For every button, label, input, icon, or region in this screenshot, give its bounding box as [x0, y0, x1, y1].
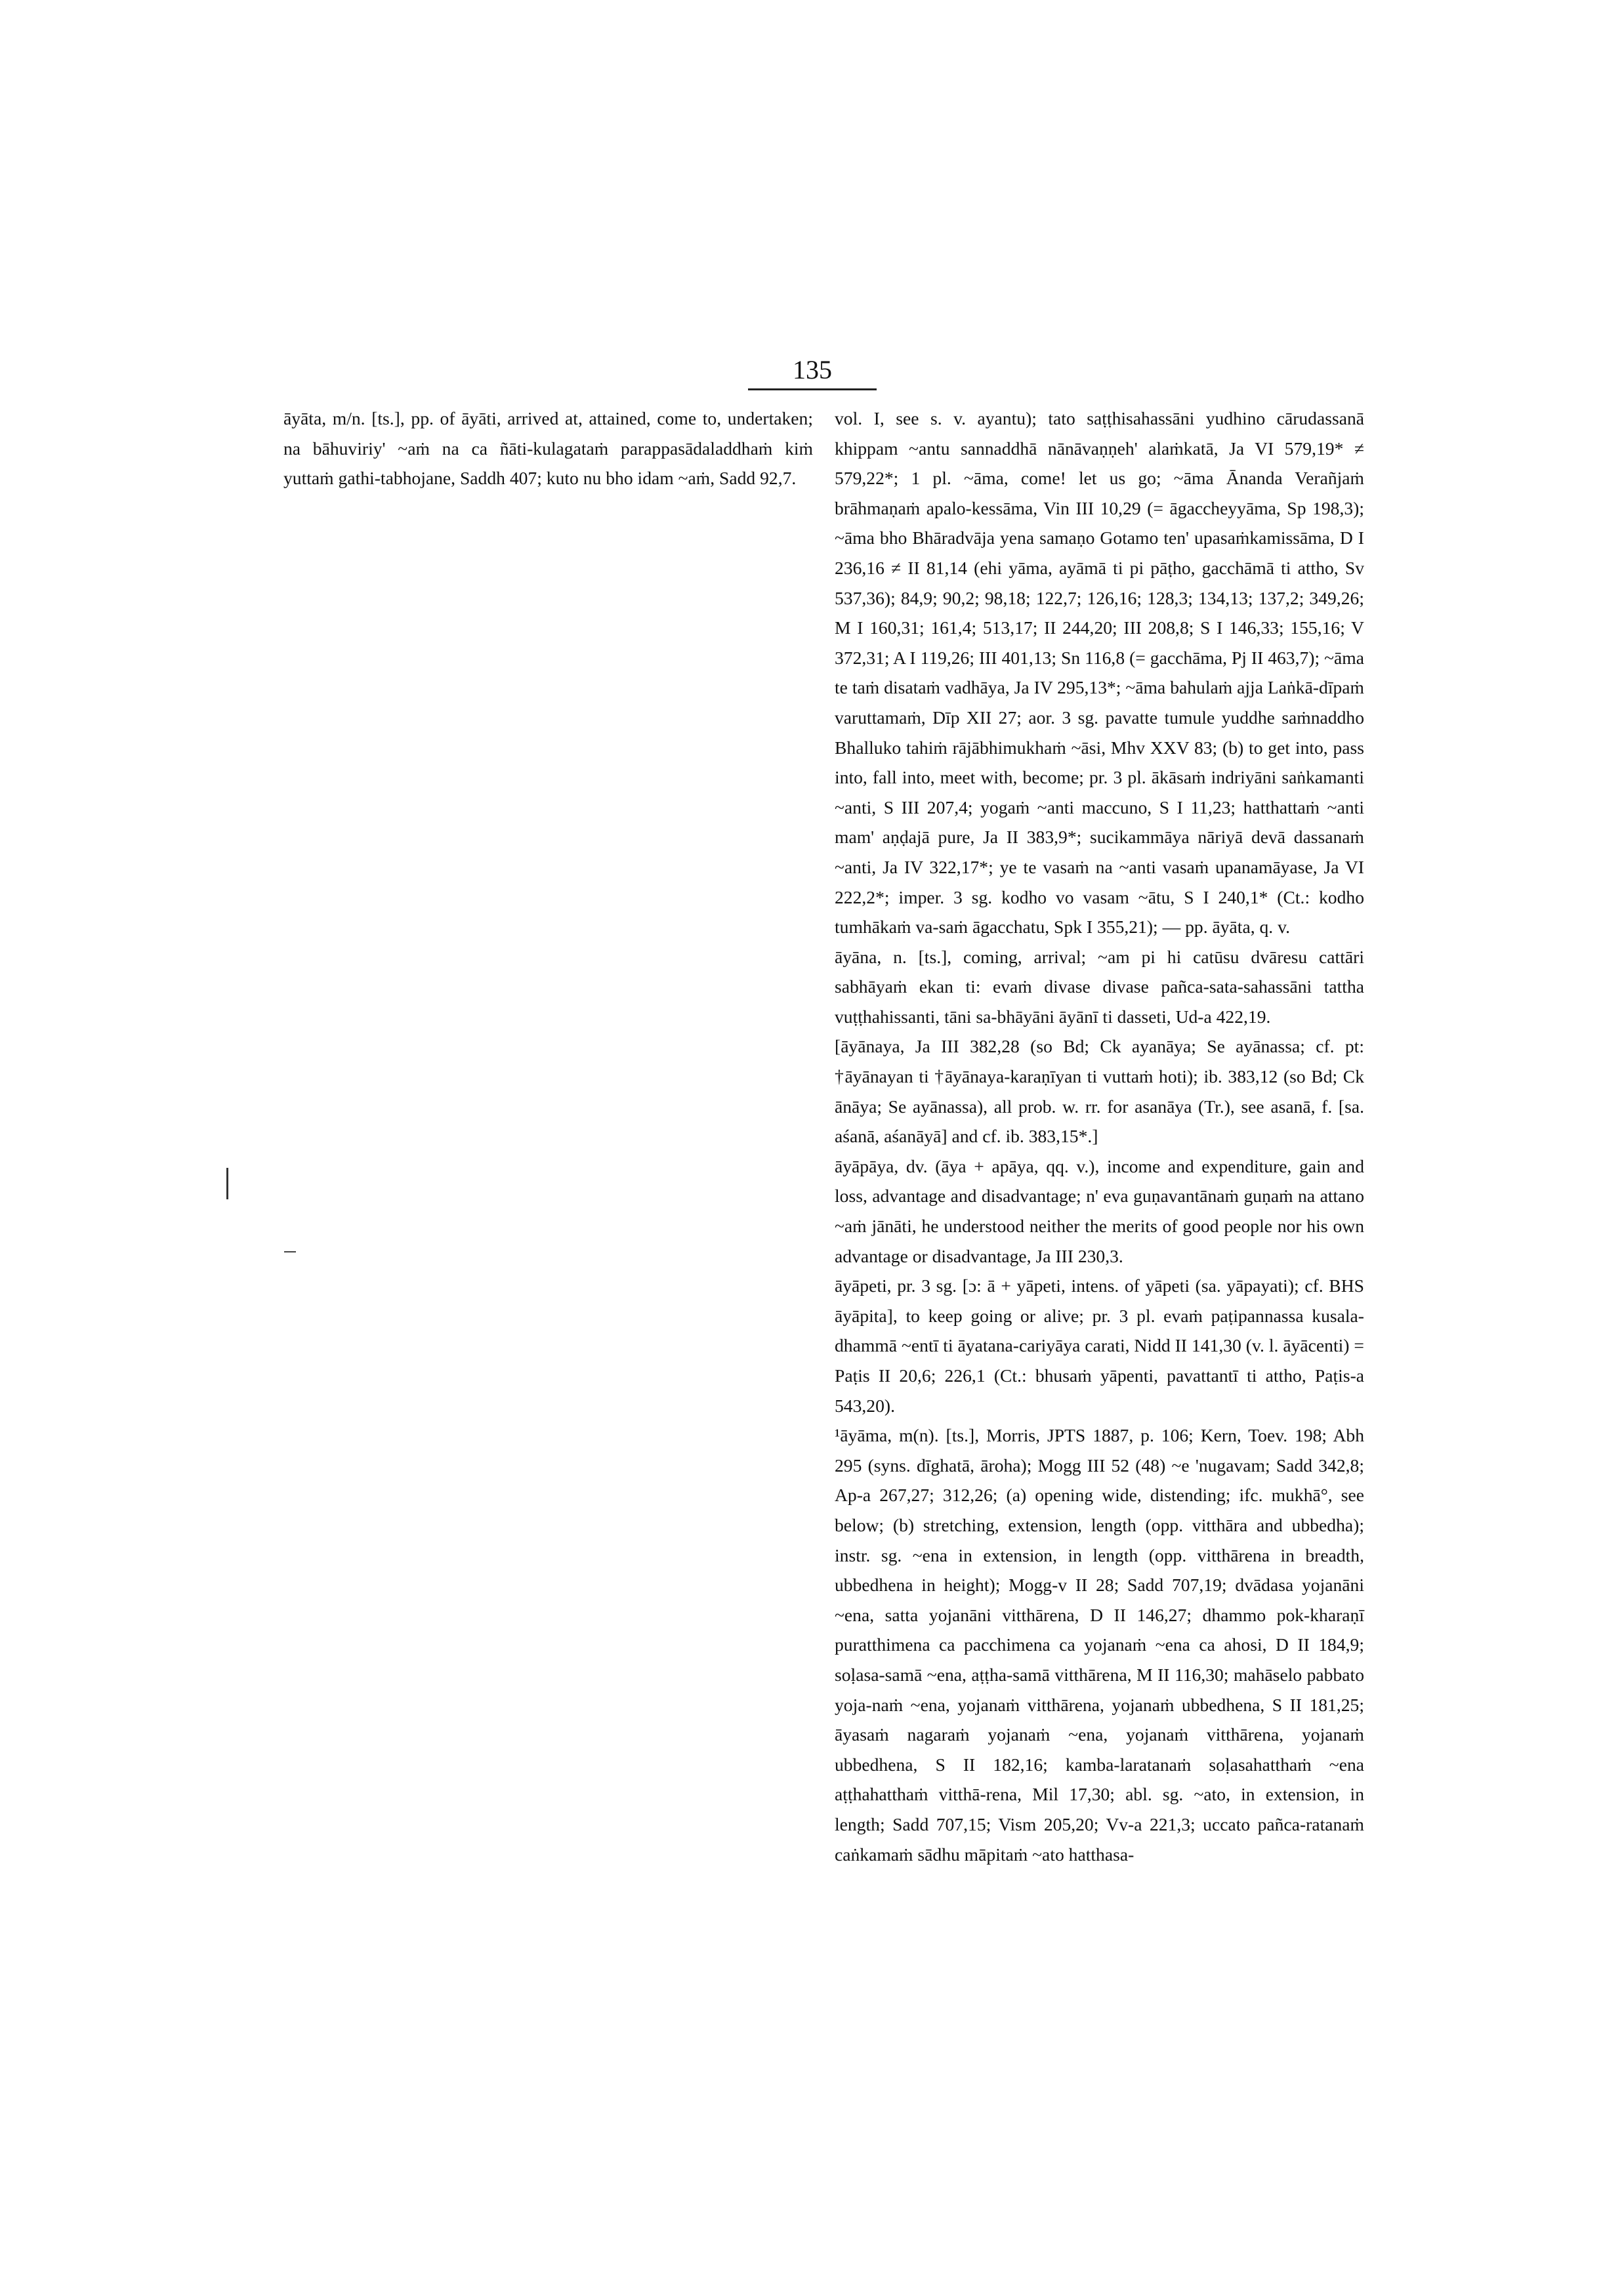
right-column [835, 403, 1364, 1869]
entry-ayapaya: āyāpāya, dv. (āya + apāya, qq. v.), income and expenditure, gain and loss, advantage and disadvantage; n' eva guṇavantānaṁ guṇaṁ na attano ~aṁ jānāti, he understood neither the merits of good people nor his own advantage or disadvantage, Ja III 230,3. [835, 1155, 1364, 1266]
margin-mark [226, 1168, 228, 1199]
entry-ayati-continued: vol. I, see s. v. ayantu); tato saṭṭhisahassāni yudhino cārudassanā khippam ~antu sannaddhā nānāvaṇṇeh' alaṁkatā, Ja VI 579,19* ≠ 579,22*; 1 pl. ~āma, come! let us go; ~āma Ānanda Verañjaṁ brāhmaṇaṁ apalo-kessāma, Vin III 10,29 (= āgaccheyyāma, Sp 198,3); ~āma bho Bhāradvāja yena samaṇo Gotamo ten' upasaṁkamissāma, D I 236,16 ≠ II 81,14 (ehi yāma, ayāmā ti pi pāṭho, gacchāmā ti attho, Sv 537,36); 84,9; 90,2; 98,18; 122,7; 126,16; 128,3; 134,13; 137,2; 349,26; M I 160,31; 161,4; 513,17; II 244,20; III 208,8; S I 146,33; 155,16; V 372,31; A I 119,26; III 401,13; Sn 116,8 (= gacchāma, Pj II 463,7); ~āma te taṁ disataṁ vadhāya, Ja IV 295,13*; ~āma bahulaṁ ajja Laṅkā-dīpaṁ varuttamaṁ, Dīp XII 27; aor. 3 sg. pavatte tumule yuddhe saṁnaddho Bhalluko tahiṁ rājābhimukhaṁ ~āsi, Mhv XXV 83; (b) to get into, pass into, fall into, meet with, become; pr. 3 pl. ākāsaṁ indriyāni saṅkamanti ~anti, S III 207,4; yogaṁ ~anti maccuno, S I 11,23; hatthattaṁ ~anti mam' aṇḍajā pure, Ja II 383,9*; sucikammāya nāriyā devā dassanaṁ ~anti, Ja IV 322,17*; ye te vasaṁ na ~anti vasaṁ upanamāyase, Ja VI 222,2*; imper. 3 sg. kodho vo vasam ~ātu, S I 240,1* (Ct.: kodho tumhākaṁ va-saṁ āgacchatu, Spk I 355,21); — pp. āyāta, q. v. [835, 408, 1364, 938]
paper-crease [284, 1251, 296, 1252]
left-column [283, 403, 813, 493]
entry-ayapeti: āyāpeti, pr. 3 sg. [ɔ: ā + yāpeti, intens. of yāpeti (sa. yāpayati); cf. BHS āyāpita], to keep going or alive; pr. 3 pl. evaṁ paṭipannassa kusala-dhammā ~entī ti āyatana-cariyāya carati, Nidd II 141,30 (v. l. āyācenti) = Paṭis II 20,6; 226,1 (Ct.: bhusaṁ yāpenti, pavattantī ti attho, Paṭis-a 543,20). [835, 1275, 1364, 1416]
entry-ayana: āyāna, n. [ts.], coming, arrival; ~am pi hi catūsu dvāresu cattāri sabhāyaṁ ekan ti: evaṁ divase divase pañca-sata-sahassāni tattha vuṭṭhahissanti, tāni sa-bhāyāni āyānī ti dasseti, Ud-a 422,19. [835, 946, 1364, 1027]
entry-ayata: āyāta, m/n. [ts.], pp. of āyāti, arrived at, attained, come to, undertaken; na bāhuviriy' ~aṁ na ca ñāti-kulagataṁ parappasādaladdhaṁ kiṁ yuttaṁ gathi-tabhojane, Saddh 407; kuto nu bho idam ~aṁ, Sadd 92,7. [283, 408, 813, 489]
entry-ayama: ¹āyāma, m(n). [ts.], Morris, JPTS 1887, p. 106; Kern, Toev. 198; Abh 295 (syns. dīghatā, āroha); Mogg III 52 (48) ~e 'nugavam; Sadd 342,8; Ap-a 267,27; 312,26; (a) opening wide, distending; ifc. mukhā°, see below; (b) stretching, extension, length (opp. vitthāra and ubbedha); instr. sg. ~ena in extension, in length (opp. vitthārena in breadth, ubbedhena in height); Mogg-v II 28; Sadd 707,19; dvādasa yojanāni ~ena, satta yojanāni vitthārena, D II 146,27; dhammo pok-kharaṇī puratthimena ca pacchimena ca yojanaṁ ~ena ca ahosi, D II 184,9; soḷasa-samā ~ena, aṭṭha-samā vitthārena, M II 116,30; mahāselo pabbato yoja-naṁ ~ena, yojanaṁ vitthārena, yojanaṁ ubbedhena, S II 181,25; āyasaṁ nagaraṁ yojanaṁ ~ena, yojanaṁ vitthārena, yojanaṁ ubbedhena, S II 182,16; kamba-laratanaṁ soḷasahatthaṁ ~ena aṭṭhahatthaṁ vitthā-rena, Mil 17,30; abl. sg. ~ato, in extension, in length; Sadd 707,15; Vism 205,20; Vv-a 221,3; uccato pañca-ratanaṁ caṅkamaṁ sādhu māpitaṁ ~ato hatthasa- [835, 1425, 1364, 1865]
page-number: 135 [793, 355, 832, 384]
header-rule [748, 388, 877, 390]
entry-ayanaya: [āyānaya, Ja III 382,28 (so Bd; Ck ayanāya; Se ayānassa; cf. pt: †āyānayan ti †āyānaya-karaṇīyan ti vuttaṁ hoti); ib. 383,12 (so Bd; Ck ānāya; Se ayānassa), all prob. w. rr. for asanāya (Tr.), see asanā, f. [sa. aśanā, aśanāyā] and cf. ib. 383,15*.] [835, 1036, 1364, 1147]
